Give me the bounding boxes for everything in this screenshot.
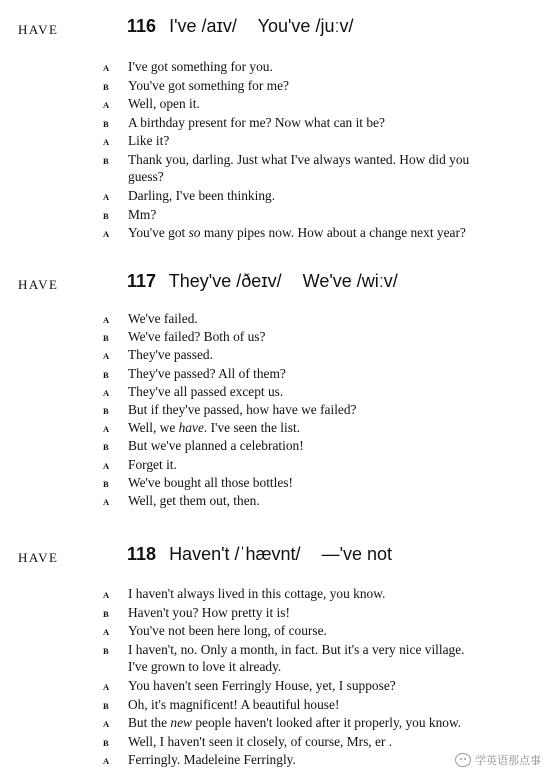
line-text: But we've planned a celebration! — [128, 438, 304, 454]
line-text: You haven't seen Ferringly House, yet, I suppose? — [128, 678, 396, 693]
speaker-label: A — [103, 192, 110, 202]
speaker-label: A — [103, 100, 110, 110]
speaker-label: A — [103, 351, 110, 362]
speaker-label: B — [103, 81, 110, 92]
line-text: Well, get them out, then. — [128, 493, 260, 508]
speaker-label: A — [103, 460, 110, 471]
heading-part: They've /ðeɪv/ — [168, 271, 282, 291]
section-number: 117 — [127, 271, 157, 291]
line-text: Oh, it's magnificent! A beautiful house! — [128, 696, 340, 712]
line-text: I've got something for you. — [128, 59, 273, 74]
line-text: They've passed? All of them? — [128, 365, 286, 381]
speaker-label: B — [103, 478, 110, 489]
speaker-label: A — [103, 229, 110, 239]
line-text: But if they've passed, how have we failed? — [128, 402, 357, 417]
speaker-label: A — [103, 590, 110, 600]
speaker-label: B — [103, 155, 110, 166]
speaker-label: B — [103, 608, 110, 619]
section-label: HAVE — [18, 277, 59, 292]
line-text: guess? — [128, 169, 164, 184]
line-text: But the new people haven't looked after it properly, you know. — [128, 715, 462, 730]
speaker-label: B — [103, 333, 110, 344]
section-heading — [127, 544, 408, 565]
speaker-label: A — [103, 497, 110, 507]
speaker-label: B — [103, 369, 110, 380]
heading-part: You've /juːv/ — [257, 16, 354, 36]
line-text: Forget it. — [128, 456, 177, 472]
line-text: Haven't you? How pretty it is! — [128, 604, 290, 620]
line-text: We've failed. — [128, 311, 198, 326]
speaker-label: B — [103, 737, 110, 748]
line-text: They've passed. — [128, 347, 213, 363]
speaker-label: B — [103, 645, 110, 656]
section-label: HAVE — [18, 550, 59, 565]
line-text: Like it? — [128, 133, 170, 148]
speaker-label: B — [103, 442, 110, 453]
line-text: Darling, I've been thinking. — [128, 188, 276, 203]
speaker-label: B — [103, 118, 110, 129]
speaker-label: A — [103, 627, 110, 637]
heading-part: We've /wiːv/ — [302, 271, 398, 291]
line-text: We've bought all those bottles! — [128, 474, 293, 490]
wechat-icon — [455, 753, 471, 767]
speaker-label: A — [103, 756, 110, 766]
speaker-label: A — [103, 424, 110, 435]
line-text: You've got so many pipes now. How about a change next year? — [128, 225, 466, 240]
speaker-label: A — [103, 387, 110, 398]
line-text: I haven't, no. Only a month, in fact. But it's a very nice village. — [128, 641, 465, 657]
watermark-text: 学英语那点事 — [475, 754, 541, 767]
section-number: 116 — [127, 16, 157, 36]
section-number: 118 — [127, 544, 157, 564]
line-text: Ferringly. Madeleine Ferringly. — [128, 752, 296, 767]
watermark — [455, 752, 541, 768]
line-text: Well, open it. — [128, 96, 200, 111]
line-text: Mm? — [128, 206, 157, 222]
heading-part: —'ve not — [321, 544, 393, 564]
section-label: HAVE — [18, 22, 59, 37]
section-heading — [127, 271, 414, 292]
heading-part: Haven't /ˈhævnt/ — [169, 544, 301, 564]
speaker-label: A — [103, 719, 110, 729]
speaker-label: B — [103, 406, 110, 416]
line-text: You've not been here long, of course. — [128, 623, 327, 638]
speaker-label: A — [103, 315, 110, 325]
line-text: A birthday present for me? Now what can it be? — [128, 114, 385, 130]
line-text: Well, we have. I've seen the list. — [128, 420, 301, 436]
speaker-label: B — [103, 210, 110, 221]
line-text: You've got something for me? — [128, 77, 289, 93]
speaker-label: A — [103, 137, 110, 147]
line-text: They've all passed except us. — [128, 383, 284, 399]
line-text: Thank you, darling. Just what I've always wanted. How did you — [128, 151, 470, 167]
heading-part: I've /aɪv/ — [169, 16, 237, 36]
line-text: We've failed? Both of us? — [128, 329, 266, 345]
line-text: I've grown to love it already. — [128, 659, 282, 674]
speaker-label: A — [103, 682, 110, 692]
line-text: Well, I haven't seen it closely, of course, Mrs, er . — [128, 733, 393, 749]
line-text: I haven't always lived in this cottage, you know. — [128, 586, 386, 601]
section-heading — [127, 16, 369, 37]
speaker-label: B — [103, 700, 110, 711]
speaker-label: A — [103, 63, 110, 73]
